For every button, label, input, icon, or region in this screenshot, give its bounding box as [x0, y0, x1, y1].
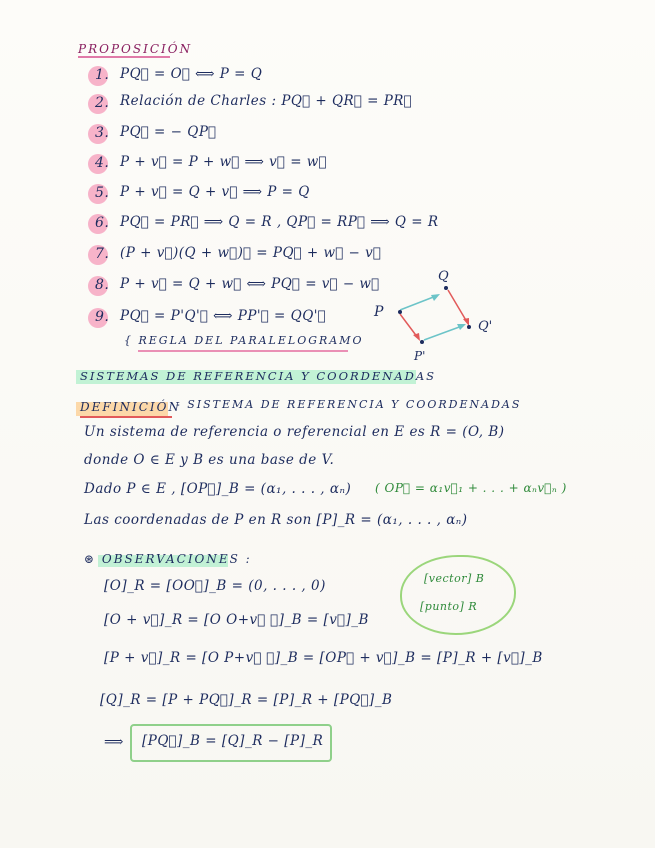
item-4: P + v⃗ = P + w⃗ ⟹ v⃗ = w⃗: [120, 154, 327, 170]
label-pp: P': [414, 349, 426, 363]
item-3: PQ⃗ = − QP⃗: [120, 124, 217, 140]
item-1: PQ⃗ = O⃗ ⟺ P = Q: [120, 66, 263, 82]
obs-line-4: [Q]_R = [P + PQ⃗]_R = [P]_R + [PQ⃗]_B: [100, 692, 393, 708]
item-number: 9.: [95, 309, 110, 325]
arrowhead: [431, 294, 440, 301]
proposicion-title: PROPOSICIÓN: [78, 42, 193, 56]
observaciones-title: ⊛ OBSERVACIONES :: [84, 552, 252, 566]
point-pp: [420, 340, 424, 344]
definicion-label: DEFINICIÓN: [80, 400, 181, 414]
obs-line-2: [O + v⃗]_R = [O O+v⃗ ⃗]_B = [v⃗]_B: [104, 612, 369, 628]
obs-line-1: [O]_R = [OO⃗]_B = (0, . . . , 0): [104, 578, 326, 594]
arrowhead: [413, 333, 420, 341]
item-number: 2.: [95, 95, 110, 111]
item-6: PQ⃗ = PR⃗ ⟹ Q = R , QP⃗ = RP⃗ ⟹ Q = R: [120, 214, 439, 230]
section-title: SISTEMAS DE REFERENCIA Y COORDENADAS: [80, 369, 437, 383]
item-number: 4.: [95, 155, 110, 171]
title-underline: [78, 56, 170, 58]
definicion-underline: [80, 416, 172, 418]
def-line-2: donde O ∈ E y B es una base de V.: [84, 452, 335, 468]
item-number: 3.: [95, 125, 110, 141]
vector-pq: [400, 296, 436, 310]
def-line-4: Las coordenadas de P en R son [P]_R = (α₁, . . . , αₙ): [84, 512, 468, 528]
obs-line-3: [P + v⃗]_R = [O P+v⃗ ⃗]_B = [OP⃗ + v⃗]_B = [P]_R + [v⃗]_B: [104, 650, 543, 666]
implies-arrow: ⟹: [104, 734, 124, 750]
item-number: 6.: [95, 215, 110, 231]
point-p: [398, 310, 402, 314]
item-5: P + v⃗ = Q + v⃗ ⟹ P = Q: [120, 184, 310, 200]
definicion-title: - SISTEMA DE REFERENCIA Y COORDENADAS: [176, 398, 522, 411]
def-line-3: Dado P ∈ E , [OP⃗]_B = (α₁, . . . , αₙ): [84, 481, 352, 497]
def-green-note: ( OP⃗ = α₁v⃗₁ + . . . + αₙv⃗ₙ ): [375, 481, 567, 495]
item-9: PQ⃗ = P'Q'⃗ ⟺ PP'⃗ = QQ'⃗: [120, 308, 327, 324]
label-p: P: [374, 304, 384, 320]
point-q: [444, 286, 448, 290]
vector-qqp: [448, 290, 467, 322]
vector-ppqp: [424, 326, 462, 340]
regla-paralelogramo: { REGLA DEL PARALELOGRAMO: [124, 334, 364, 347]
result-formula: [PQ⃗]_B = [Q]_R − [P]_R: [142, 733, 324, 749]
item-2: Relación de Charles : PQ⃗ + QR⃗ = PR⃗: [120, 93, 413, 109]
item-number: 8.: [95, 277, 110, 293]
item-number: 7.: [95, 246, 110, 262]
item-7: (P + v⃗)(Q + w⃗)⃗ = PQ⃗ + w⃗ − v⃗: [120, 245, 382, 261]
item-8: P + v⃗ = Q + w⃗ ⟺ PQ⃗ = v⃗ − w⃗: [120, 276, 380, 292]
item-number: 1.: [95, 67, 110, 83]
point-qp: [467, 325, 471, 329]
cloud-punto: [punto] R: [420, 600, 478, 613]
label-q: Q: [438, 269, 449, 284]
cloud-vector: [vector] B: [424, 572, 485, 585]
def-line-1: Un sistema de referencia o referencial en E es R = (O, B): [84, 424, 505, 440]
cloud-note: [400, 555, 516, 635]
parallelogram-diagram: [370, 268, 510, 363]
item-number: 5.: [95, 185, 110, 201]
label-qp: Q': [478, 319, 493, 334]
regla-underline: [138, 350, 348, 352]
